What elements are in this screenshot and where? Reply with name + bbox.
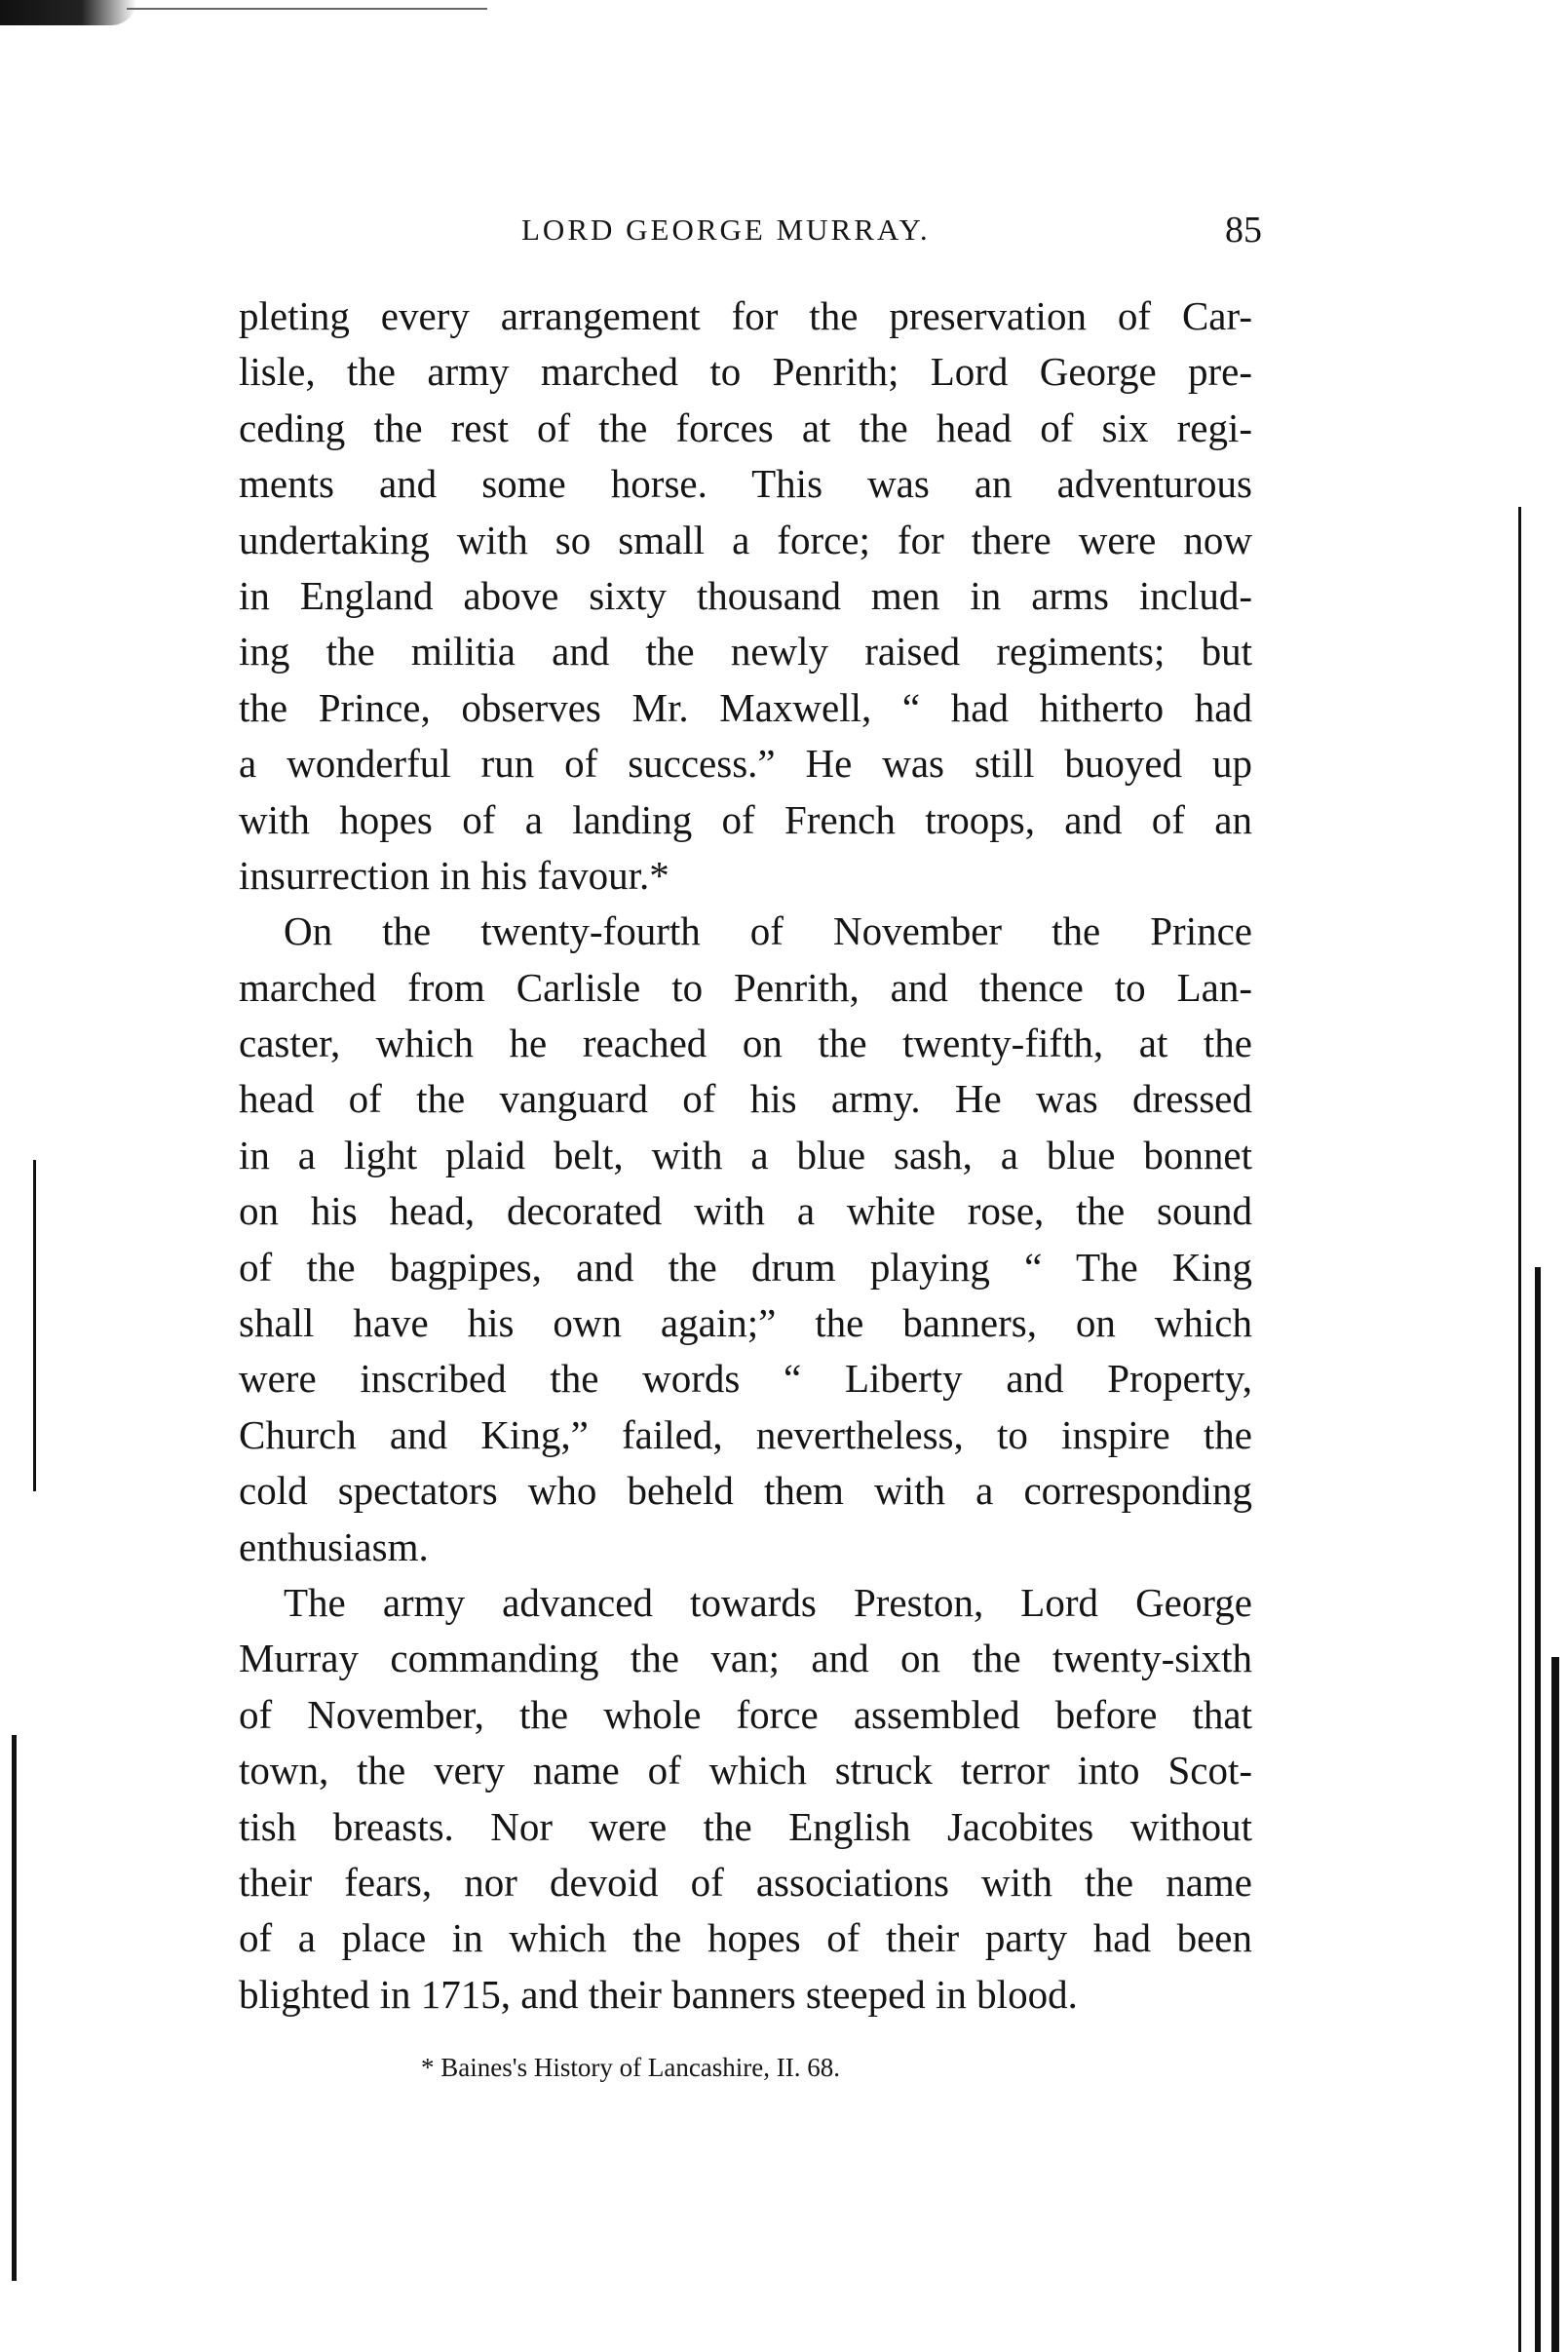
text-line: The army advanced towards Preston, Lord George [284,1579,1252,1625]
text-line: marched from Carlisle to Penrith, and thence to Lan- [239,964,1252,1010]
scan-edge-line [1535,1267,1541,2352]
text-line: Church and King,” failed, nevertheless, to inspire the [239,1411,1252,1457]
footnote: * Baines's History of Lancashire, II. 68. [421,2053,841,2082]
text-line: shall have his own again;” the banners, on which [239,1300,1252,1346]
body-text [239,289,1252,2023]
text-line: with hopes of a landing of French troops, and of an [239,796,1252,842]
text-line: On the twenty-fourth of November the Prince [284,908,1252,954]
text-line: caster, which he reached on the twenty-fifth, at the [239,1021,1252,1066]
scan-edge-line [1551,1657,1559,2352]
scan-edge-line [33,1160,36,1491]
text-line: a wonderful run of success.” He was still buoyed up [239,741,1252,787]
text-line: in England above sixty thousand men in arms includ- [239,572,1252,618]
text-line: of November, the whole force assembled before that [239,1691,1252,1737]
page-number: 85 [1225,210,1262,251]
text-line: of the bagpipes, and the drum playing “ The King [239,1244,1252,1290]
paragraph [239,904,1252,1575]
text-line: of a place in which the hopes of their party had been [239,1915,1252,1961]
text-line: on his head, decorated with a white rose, the sound [239,1188,1252,1234]
text-line: head of the vanguard of his army. He was dressed [239,1076,1252,1122]
paragraph [239,289,1252,904]
text-line: cold spectators who beheld them with a corresponding [239,1468,1252,1514]
text-line: insurrection in his favour.* [239,852,669,898]
text-line: lisle, the army marched to Penrith; Lord George pre- [239,349,1252,395]
text-line: the Prince, observes Mr. Maxwell, “ had hitherto had [239,684,1252,730]
text-line: undertaking with so small a force; for there were now [239,517,1252,562]
text-line: blighted in 1715, and their banners steeped in blood. [239,1971,1078,2017]
ink-smear [0,0,136,25]
text-line: pleting every arrangement for the preservation of Car- [239,293,1252,338]
text-line: ments and some horse. This was an adventurous [239,461,1252,507]
text-line: were inscribed the words “ Liberty and Property, [239,1356,1252,1402]
text-line: ing the militia and the newly raised regiments; but [239,629,1252,675]
text-line: their fears, nor devoid of associations with the name [239,1859,1252,1905]
running-title: LORD GEORGE MURRAY. [521,212,931,247]
text-line: ceding the rest of the forces at the head of six regi- [239,405,1252,450]
text-line: town, the very name of which struck terror into Scot- [239,1748,1252,1793]
scan-edge-line [12,1735,17,2281]
page-header [239,212,1262,261]
text-line: tish breasts. Nor were the English Jacobites without [239,1803,1252,1849]
paragraph [239,1575,1252,2023]
text-line: in a light plaid belt, with a blue sash, a blue bonnet [239,1132,1252,1177]
text-line: Murray commanding the van; and on the twenty-sixth [239,1636,1252,1681]
scan-edge-line [1518,507,1521,2352]
scan-edge-line [127,8,487,10]
text-line: enthusiasm. [239,1523,429,1569]
